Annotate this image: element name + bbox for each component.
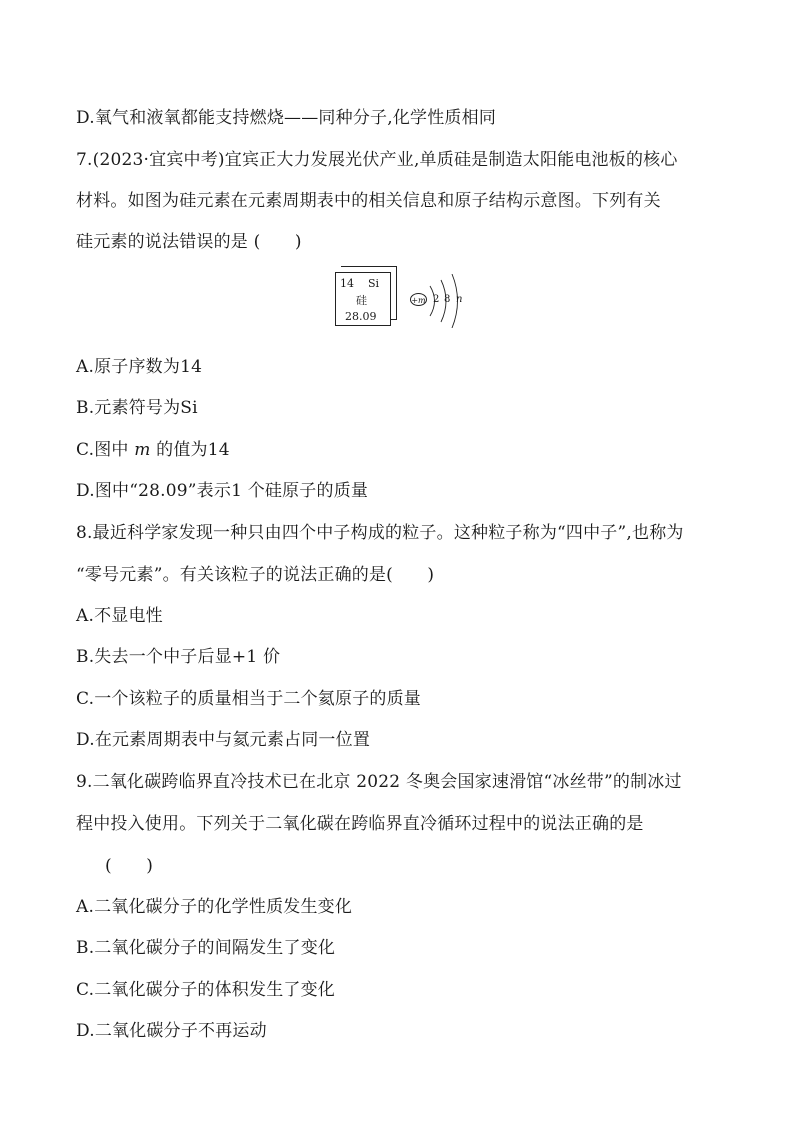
q7-option-d: D.图中“28.09”表示1 个硅原子的质量 bbox=[76, 481, 369, 501]
shell-1-electrons: 2 bbox=[433, 294, 440, 305]
shell-2-electrons: 8 bbox=[444, 294, 451, 305]
q9-option-d: D.二氧化碳分子不再运动 bbox=[76, 1021, 267, 1041]
q9-option-b: B.二氧化碳分子的间隔发生了变化 bbox=[76, 938, 336, 958]
nucleus-charge-var: m bbox=[418, 296, 426, 305]
element-symbol: Si bbox=[368, 277, 380, 290]
nucleus-sign: + bbox=[411, 296, 419, 305]
q7-option-c bbox=[76, 440, 230, 460]
q9-stem-line-3: ( ) bbox=[105, 856, 154, 876]
nucleus bbox=[410, 293, 427, 306]
q9-option-a: A.二氧化碳分子的化学性质发生变化 bbox=[76, 897, 353, 917]
q7-option-c-prefix: C.图中 bbox=[76, 440, 129, 460]
q7-option-c-suffix: 的值为14 bbox=[156, 440, 230, 460]
atomic-number: 14 bbox=[340, 277, 354, 290]
shell-3-electrons: n bbox=[456, 294, 463, 305]
q8-stem-line-1: 8.最近科学家发现一种只由四个中子构成的粒子。这种粒子称为“四中子”,也称为 bbox=[76, 523, 684, 543]
q6-option-d: D.氧气和液氧都能支持燃烧——同种分子,化学性质相同 bbox=[76, 108, 497, 128]
silicon-figure bbox=[332, 270, 472, 332]
element-name: 硅 bbox=[356, 294, 367, 307]
q7-stem-line-1: 7.(2023·宜宾中考)宜宾正大力发展光伏产业,单质硅是制造太阳能电池板的核心 bbox=[76, 150, 678, 170]
atom-structure-diagram bbox=[406, 274, 472, 328]
q7-stem-line-3: 硅元素的说法错误的是 ( ) bbox=[76, 232, 302, 252]
q8-option-c: C.一个该粒子的质量相当于二个氦原子的质量 bbox=[76, 689, 422, 709]
q9-stem-line-1: 9.二氧化碳跨临界直冷技术已在北京 2022 冬奥会国家速滑馆“冰丝带”的制冰过 bbox=[76, 772, 682, 792]
q8-option-d: D.在元素周期表中与氦元素占同一位置 bbox=[76, 730, 371, 750]
q7-option-c-variable: m bbox=[134, 440, 151, 460]
q8-option-b: B.失去一个中子后显+1 价 bbox=[76, 647, 281, 667]
periodic-table-cell bbox=[335, 272, 391, 326]
q7-option-b: B.元素符号为Si bbox=[76, 398, 198, 418]
q7-option-a: A.原子序数为14 bbox=[76, 357, 203, 377]
q9-option-c: C.二氧化碳分子的体积发生了变化 bbox=[76, 980, 336, 1000]
element-cell-depth-right bbox=[390, 266, 397, 320]
atomic-mass: 28.09 bbox=[345, 310, 377, 323]
q9-stem-line-2: 程中投入使用。下列关于二氧化碳在跨临界直冷循环过程中的说法正确的是 bbox=[76, 814, 644, 834]
q8-stem-line-2: “零号元素”。有关该粒子的说法正确的是( ) bbox=[76, 565, 435, 585]
q7-stem-line-2: 材料。如图为硅元素在元素周期表中的相关信息和原子结构示意图。下列有关 bbox=[76, 191, 661, 211]
q8-option-a: A.不显电性 bbox=[76, 606, 163, 626]
